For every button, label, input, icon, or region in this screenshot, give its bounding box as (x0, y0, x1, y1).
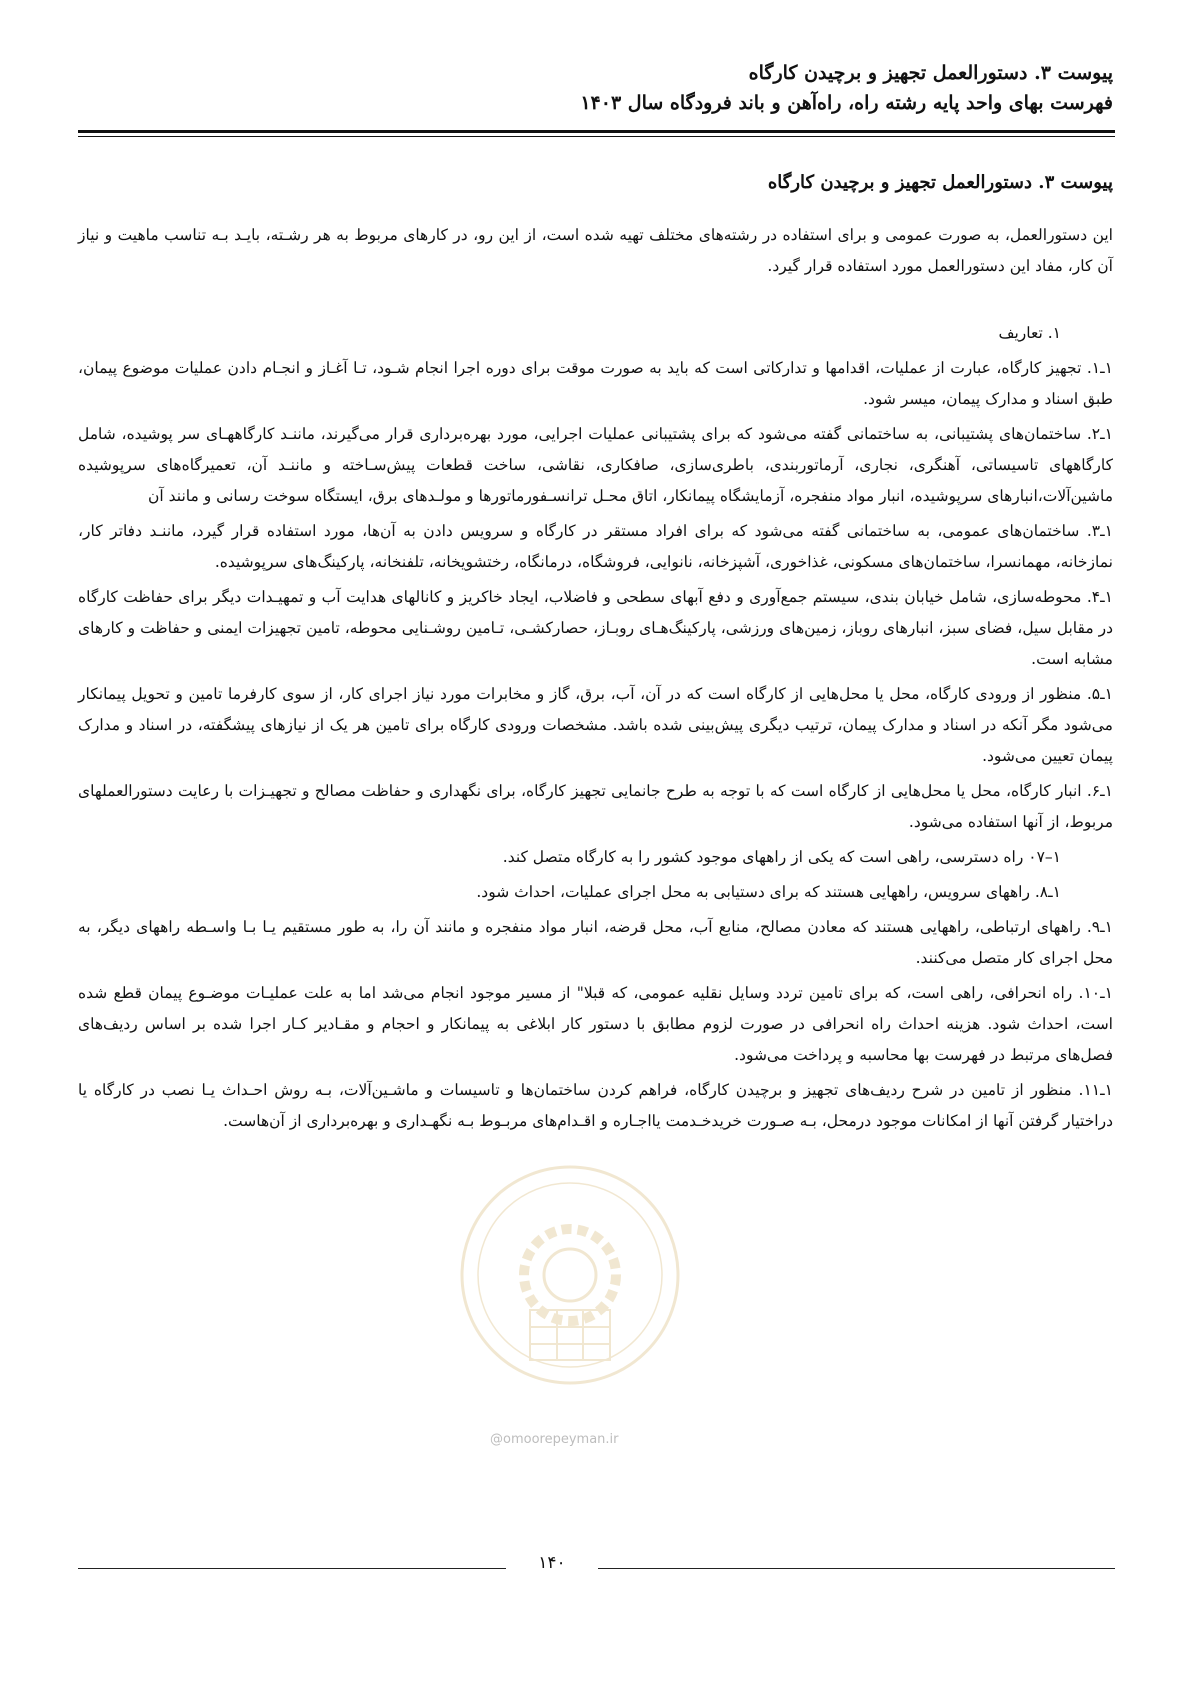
definition-item: ۱ـ۱۱. منظور از تامین در شرح ردیف‌های تجهیز و برچیدن کارگاه، فراهم کردن ساختمان‌ها و تاسیسات و ماشـین‌آلات، بـه روش احـداث یـا نصب در کارگاه یا دراختیار گرفتن آنها از امکانات موجود درمحل، بـه صـورت خریدخـدمت یااجـاره و اقـدام‌های مربـوط بـه نگهـداری و بهره‌برداری از آن‌هاست. (78, 1081, 1113, 1130)
page-number: ۱۴۰ (538, 1553, 566, 1573)
watermark-seal-icon (455, 1160, 685, 1390)
definition-item: ۱ـ۲. ساختمان‌های پشتیبانی، به ساختمانی گفته می‌شود که برای پشتیبانی عملیات اجرایی، مورد بهره‌برداری قرار می‌گیرند، ماننـد کارگاههـای سر پوشیده، شامل کارگاههای تاسیساتی، آهنگری، نجاری، آرماتوربندی، باطری‌سازی، صافکاری، نقاشی، ساخت قطعات پیش‌سـاخته و ماننـد آن، تعمیرگاه‌های سرپوشیده ماشین‌آلات،انبارهای سرپوشیده، انبار مواد منفجره، آزمایشگاه پیمانکار، اتاق محـل ترانسـفورماتورها و مولـدهای برق، ایستگاه سوخت رسانی و مانند آن (78, 425, 1113, 505)
section-title: پیوست ۳. دستورالعمل تجهیز و برچیدن کارگاه (767, 172, 1113, 193)
header-line-1: پیوست ۳. دستورالعمل تجهیز و برچیدن کارگاه (748, 62, 1113, 84)
header-rule-thin (78, 136, 1115, 137)
definition-item: ۱ـ۵. منظور از ورودی کارگاه، محل یا محل‌هایی از کارگاه است که در آن، آب، برق، گاز و مخابرات مورد نیاز اجرای کار، از سوی کارفرما تامین و تحویل پیمانکار می‌شود مگر آنکه در اسناد و مدارک پیمان، ترتیب دیگری پیش‌بینی شده باشد. مشخصات ورودی کارگاه برای تامین هر یک از نیازهای پیشگفته، در اسناد و مدارک پیمان تعیین می‌شود. (78, 685, 1113, 765)
definition-item: ۱ـ۶. انبار کارگاه، محل یا محل‌هایی از کارگاه است که با توجه به طرح جانمایی تجهیز کارگاه، برای نگهداری و حفاظت مصالح و تجهیـزات با رعایت دستورالعملهای مربوط، از آنها استفاده می‌شود. (78, 782, 1113, 831)
intro-paragraph: این دستورالعمل، به صورت عمومی و برای استفاده در رشته‌های مختلف تهیه شده است، از این رو، در کارهای مربوط به هر رشـته، بایـد بـه تناسب ماهیت و نیاز آن کار، مفاد این دستورالعمل مورد استفاده قرار گیرد. (78, 226, 1113, 275)
running-header (83, 58, 1113, 118)
footer-rule-right (598, 1568, 1115, 1569)
definitions-heading: ۱. تعاریف (998, 324, 1061, 342)
definition-item: ۱ـ۸. راههای سرویس، راههایی هستند که برای دستیابی به محل اجرای عملیات، احداث شود. (476, 883, 1061, 901)
definition-item: ۱–۰۷ راه دسترسی، راهی است که یکی از راههای موجود کشور را به کارگاه متصل کند. (502, 848, 1061, 866)
document-body (78, 220, 1113, 1141)
watermark-handle: @omoorepeyman.ir (490, 1432, 619, 1447)
header-line-2: فهرست بهای واحد پایه رشته راه، راه‌آهن و باند فرودگاه سال ۱۴۰۳ (580, 92, 1113, 114)
definition-item: ۱ـ۹. راههای ارتباطی، راههایی هستند که معادن مصالح، منابع آب، محل قرضه، انبار مواد منفجره و مانند آن را، به طور مستقیم یـا بـا واسـطه راههای دیگر، به محل اجرای کار متصل می‌کنند. (78, 918, 1113, 967)
definition-item: ۱ـ۱. تجهیز کارگاه، عبارت از عملیات، اقدامها و تدارکاتی است که باید به صورت موقت برای دوره اجرا انجام شـود، تـا آغـاز و انجـام دادن عملیات موضوع پیمان، طبق اسناد و مدارک پیمان، میسر شود. (78, 359, 1113, 408)
header-rule-thick (78, 130, 1115, 133)
definition-item: ۱ـ۳. ساختمان‌های عمومی، به ساختمانی گفته می‌شود که برای افراد مستقر در کارگاه و سرویس دادن به آن‌ها، مورد استفاده قرار گیرد، ماننـد دفاتر کار، نمازخانه، مهمانسرا، ساختمان‌های مسکونی، غذاخوری، آشپزخانه، نانوایی، فروشگاه، درمانگاه، رختشویخانه، تلفنخانه، پارکینگ‌های سرپوشیده. (78, 522, 1113, 571)
footer-rule-left (78, 1568, 506, 1569)
definition-item: ۱ـ۱۰. راه انحرافی، راهی است، که برای تامین تردد وسایل نقلیه عمومی، که قبلا" از مسیر موجود انجام می‌شد اما به علت عملیـات موضـوع پیمان قطع شده است، احداث شود. هزینه احداث راه انحرافی در صورت لزوم مطابق با دستور کار ابلاغی به پیمانکار و احجام و مقـادیر کـار اجرا شده بر اساس ردیف‌های فصل‌های مرتبط در فهرست بها محاسبه و پرداخت می‌شود. (78, 984, 1113, 1064)
definition-item: ۱ـ۴. محوطه‌سازی، شامل خیابان بندی، سیستم جمع‌آوری و دفع آبهای سطحی و فاضلاب، ایجاد خاکریز و کانالهای هدایت آب و تمهیـدات دیگر برای حفاظت کارگاه در مقابل سیل، فضای سبز، انبارهای روباز، زمین‌های ورزشی، پارکینگ‌هـای روبـاز، حصارکشـی، تـامین روشـنایی محوطه، تامین تجهیزات ایمنی و حفاظت و کارهای مشابه است. (78, 588, 1113, 668)
